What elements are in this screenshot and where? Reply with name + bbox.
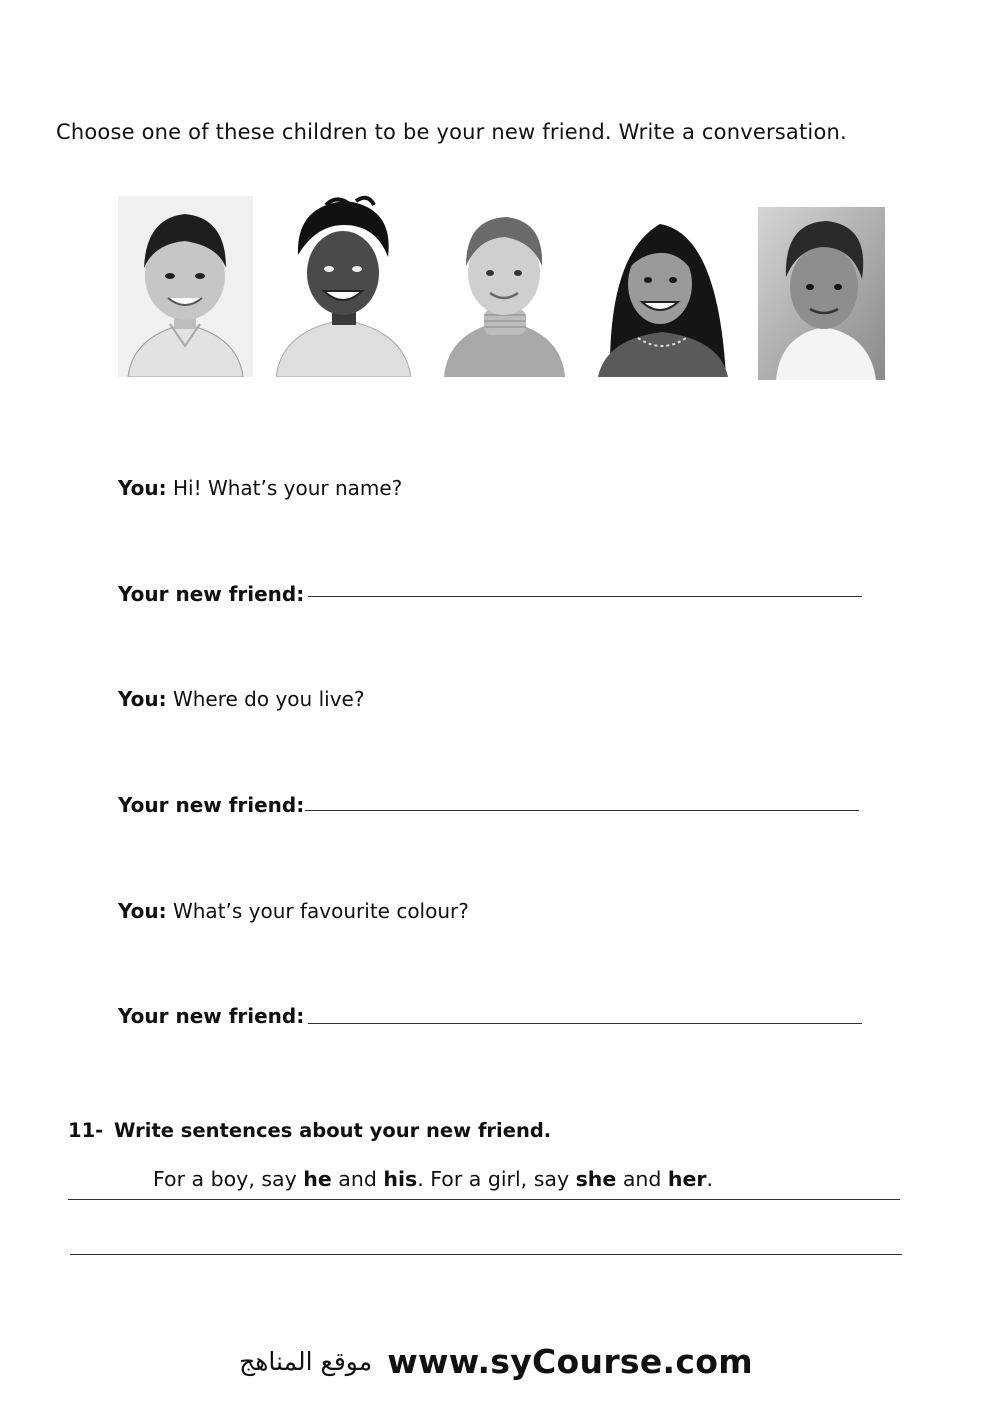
hint-text: . For a girl, say xyxy=(417,1167,576,1191)
speaker-label: Your new friend: xyxy=(118,793,305,817)
child-photo-4[interactable] xyxy=(598,214,728,377)
answer-line-2[interactable] xyxy=(305,810,859,811)
boy-smiling-icon xyxy=(118,196,253,377)
task-heading xyxy=(68,1119,551,1142)
question-text: Where do you live? xyxy=(172,687,365,711)
speaker-label: You: xyxy=(118,899,167,923)
girl-long-hair-icon xyxy=(598,214,728,377)
conversation-line-6 xyxy=(118,1004,304,1028)
child-photo-3[interactable] xyxy=(444,211,565,377)
question-text: Hi! What’s your name? xyxy=(172,476,403,500)
speaker-label: Your new friend: xyxy=(118,582,305,606)
hint-bold-he: he xyxy=(303,1167,332,1191)
boy-outdoors-icon xyxy=(758,207,885,380)
hint-text: and xyxy=(331,1167,384,1191)
sentence-line-1[interactable] xyxy=(68,1199,900,1200)
hint-bold-his: his xyxy=(383,1167,418,1191)
conversation-line-4 xyxy=(118,793,304,817)
footer xyxy=(0,1342,992,1381)
task-number: 11- xyxy=(68,1119,104,1142)
child-photo-5[interactable] xyxy=(758,207,885,380)
girl-smiling-icon xyxy=(276,195,411,377)
conversation-line-2 xyxy=(118,582,304,606)
footer-arabic-text: موقع المناهج xyxy=(239,1347,373,1376)
speaker-label: You: xyxy=(118,687,167,711)
hint-bold-her: her xyxy=(667,1167,707,1191)
answer-line-1[interactable] xyxy=(308,596,862,597)
conversation-line-3 xyxy=(118,687,364,711)
answer-line-3[interactable] xyxy=(308,1023,862,1024)
instruction-text: Choose one of these children to be your new friend. Write a conversation. xyxy=(56,120,847,144)
child-photo-1[interactable] xyxy=(118,196,253,377)
sentence-line-2[interactable] xyxy=(70,1254,902,1255)
hint-text: For a boy, say xyxy=(153,1167,304,1191)
hint-bold-she: she xyxy=(575,1167,617,1191)
boy-turtleneck-icon xyxy=(444,211,565,377)
speaker-label: You: xyxy=(118,476,167,500)
question-text: What’s your favourite colour? xyxy=(172,899,469,923)
task-heading-text: Write sentences about your new friend. xyxy=(114,1119,552,1142)
child-photo-2[interactable] xyxy=(276,195,411,377)
conversation-line-1 xyxy=(118,476,402,500)
hint-text: and xyxy=(616,1167,668,1191)
conversation-line-5 xyxy=(118,899,469,923)
hint-text: . xyxy=(706,1167,714,1191)
footer-url[interactable]: www.syCourse.com xyxy=(387,1342,753,1381)
speaker-label: Your new friend: xyxy=(118,1004,305,1028)
task-hint xyxy=(153,1167,713,1191)
